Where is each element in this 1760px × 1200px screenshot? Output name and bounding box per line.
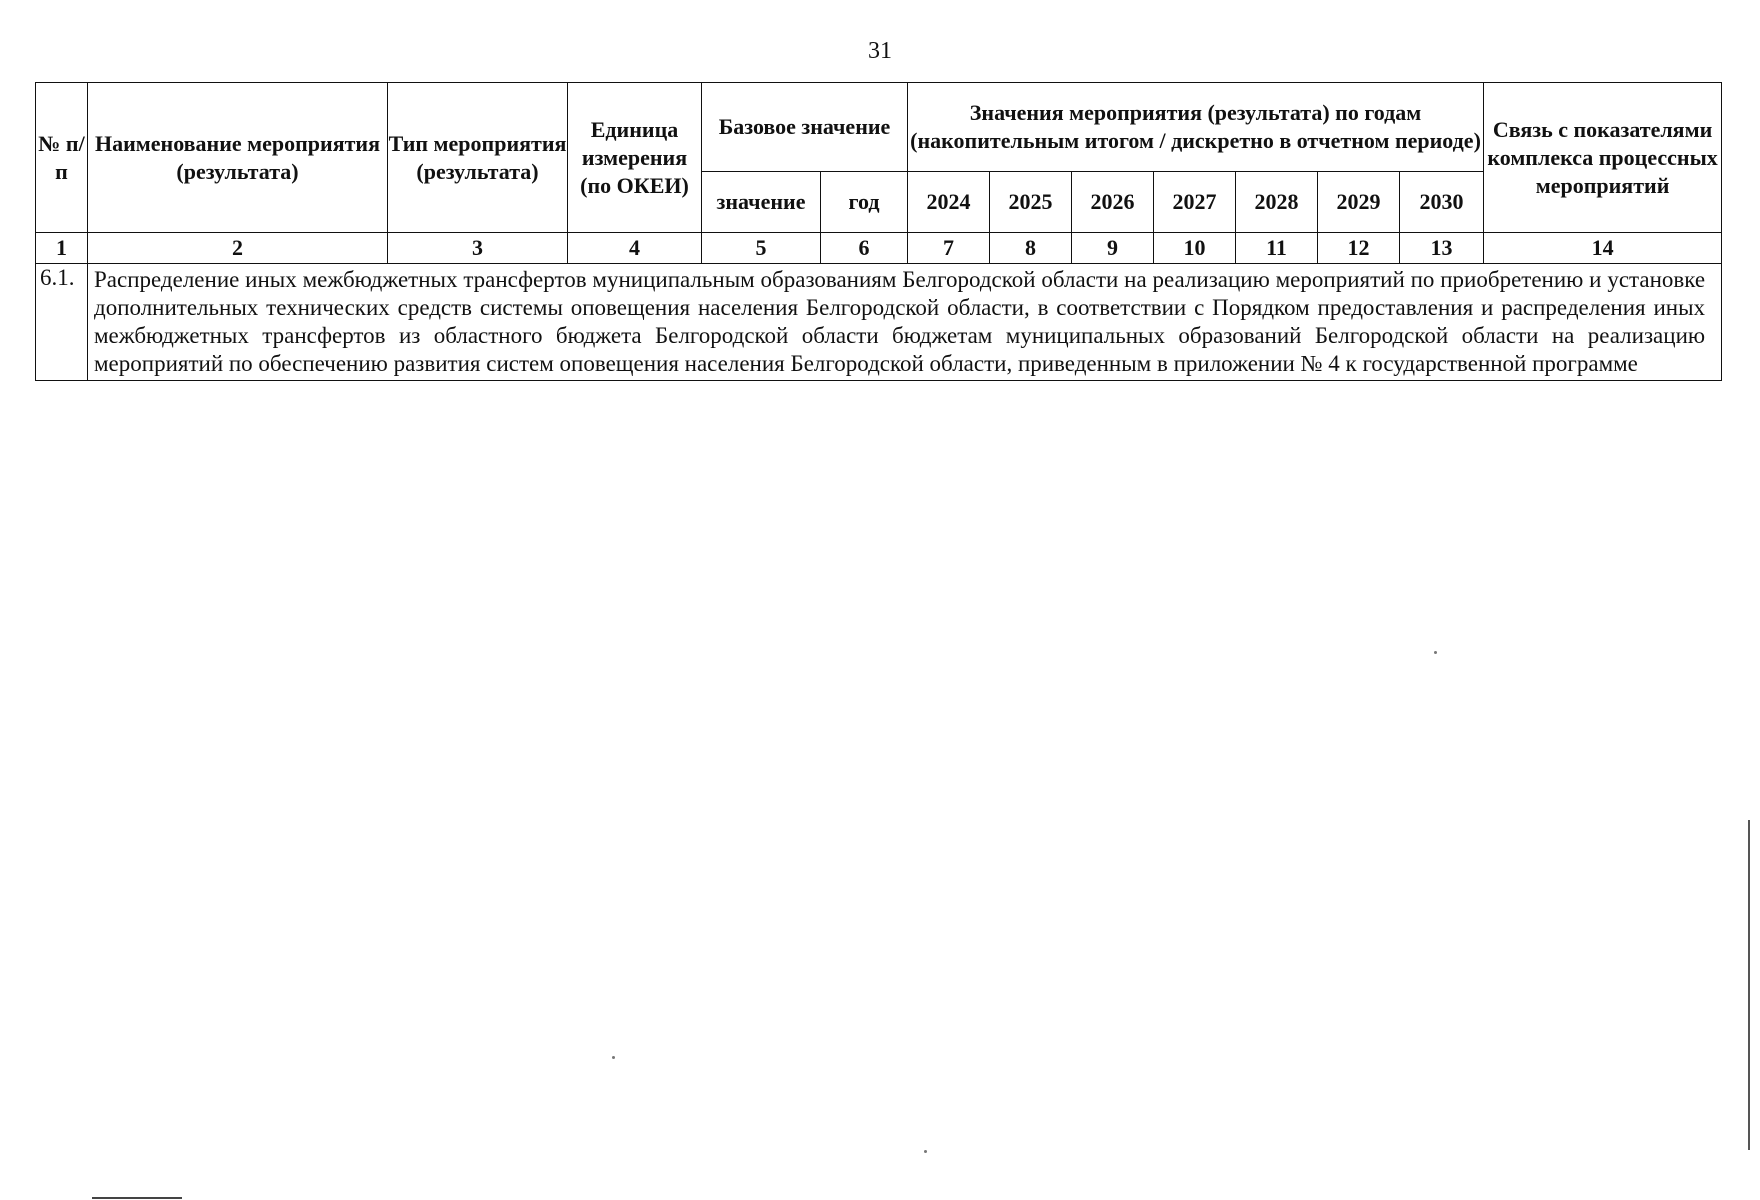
header-base: Базовое значение — [702, 83, 908, 172]
header-unit: Единица измерения (по ОКЕИ) — [568, 83, 702, 233]
header-years-group: Значения мероприятия (результата) по годам (накопительным итогом / дискретно в отчетном периоде) — [908, 83, 1484, 172]
header-year: 2025 — [990, 172, 1072, 233]
header-year: 2027 — [1154, 172, 1236, 233]
scan-speck — [612, 1056, 615, 1059]
column-number: 2 — [88, 233, 388, 264]
column-number: 6 — [821, 233, 908, 264]
column-number: 4 — [568, 233, 702, 264]
header-year: 2030 — [1400, 172, 1484, 233]
column-number: 5 — [702, 233, 821, 264]
footnote-rule — [92, 1197, 182, 1199]
column-number: 9 — [1072, 233, 1154, 264]
column-number: 3 — [388, 233, 568, 264]
header-name: Наименование мероприятия (результата) — [88, 83, 388, 233]
measures-table — [35, 82, 1722, 381]
header-year: 2026 — [1072, 172, 1154, 233]
column-number-row — [36, 233, 1722, 264]
header-year: 2029 — [1318, 172, 1400, 233]
header-year: 2024 — [908, 172, 990, 233]
row-number: 6.1. — [36, 264, 88, 381]
column-number: 10 — [1154, 233, 1236, 264]
column-number: 12 — [1318, 233, 1400, 264]
scan-speck — [924, 1150, 927, 1153]
column-number: 7 — [908, 233, 990, 264]
header-type: Тип мероприятия (результата) — [388, 83, 568, 233]
column-number: 13 — [1400, 233, 1484, 264]
header-num: № п/п — [36, 83, 88, 233]
header-base-year: год — [821, 172, 908, 233]
table-row — [36, 264, 1722, 381]
header-year: 2028 — [1236, 172, 1318, 233]
scan-edge-mark — [1748, 820, 1750, 1150]
header-row-top — [36, 83, 1722, 172]
column-number: 11 — [1236, 233, 1318, 264]
page-number: 31 — [868, 38, 892, 64]
column-number: 1 — [36, 233, 88, 264]
header-base-value: значение — [702, 172, 821, 233]
scan-speck — [1434, 651, 1437, 654]
column-number: 14 — [1484, 233, 1722, 264]
row-description: Распределение иных межбюджетных трансфертов муниципальным образованиям Белгородской области на реализацию мероприятий по приобретению и установке дополнительных технических средств системы оповещения населения Белгородской области, в соответствии с Порядком предоставления и распределения иных межбюджетных трансфертов из областного бюджета Белгородской области бюджетам муниципальных образований Белгородской области на реализацию мероприятий по обеспечению развития систем оповещения населения Белгородской области, приведенным в приложении № 4 к государственной программе — [88, 264, 1722, 381]
column-number: 8 — [990, 233, 1072, 264]
header-link: Связь с показателями комплекса процессных мероприятий — [1484, 83, 1722, 233]
